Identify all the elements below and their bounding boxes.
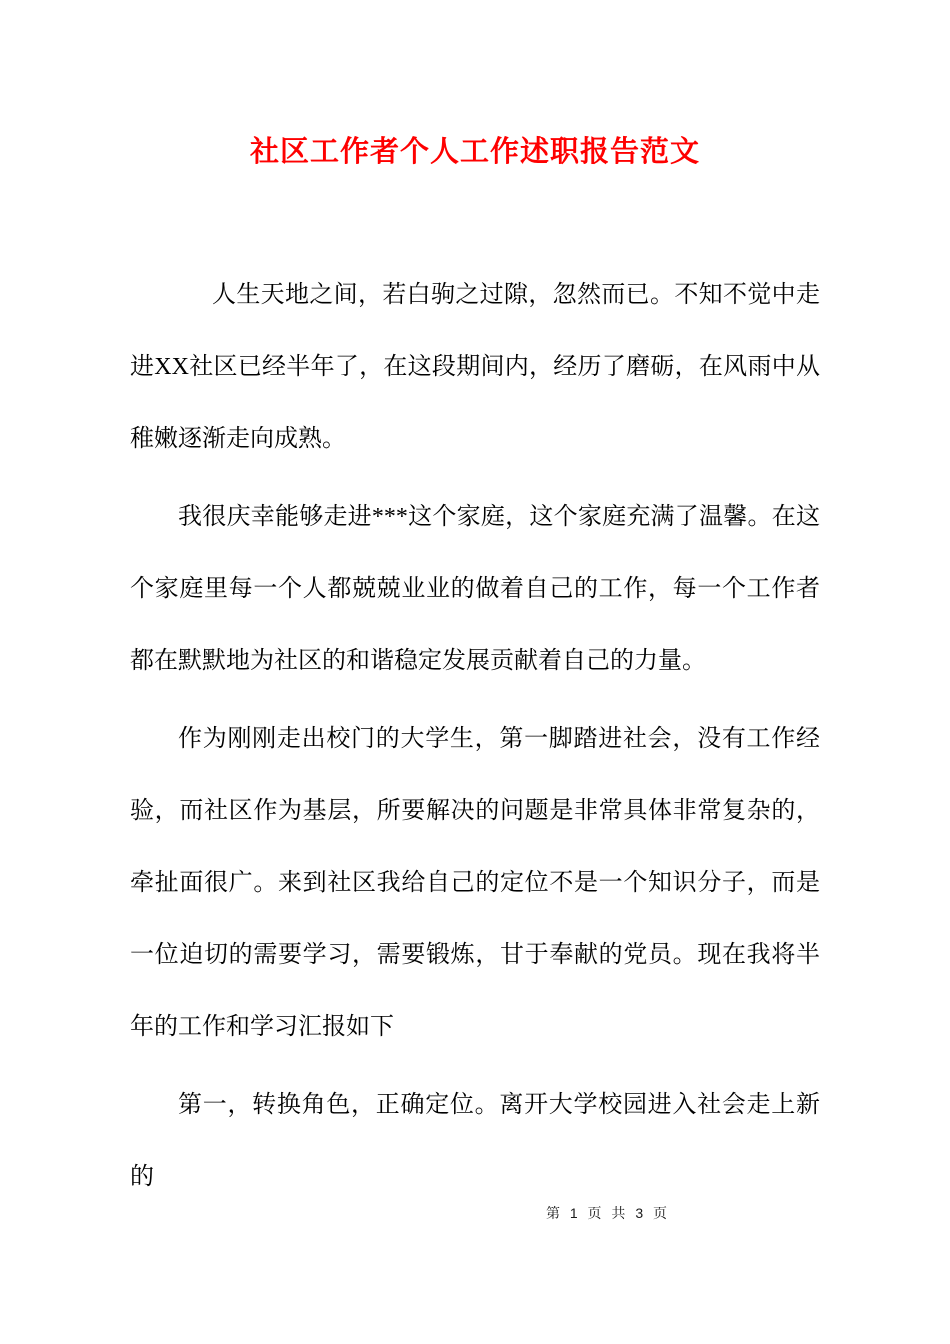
paragraph: 人生天地之间，若白驹之过隙，忽然而已。不知不觉中走进XX社区已经半年了，在这段期间内，经历了磨砺，在风雨中从稚嫩逐渐走向成熟。 [130,282,820,452]
paragraph: 作为刚刚走出校门的大学生，第一脚踏进社会，没有工作经验，而社区作为基层，所要解决的问题是非常具体非常复杂的，牵扯面很广。来到社区我给自己的定位不是一个知识分子，而是一位迫切的需要学习，需要锻炼，甘于奉献的党员。现在我将半年的工作和学习汇报如下 [130,726,820,1040]
page-number-text: 第 1 页 共 3 页 [545,1205,670,1221]
paragraph: 我很庆幸能够走进***这个家庭，这个家庭充满了温馨。在这个家庭里每一个人都兢兢业业的做着自己的工作，每一个工作者都在默默地为社区的和谐稳定发展贡献着自己的力量。 [130,504,820,674]
document-body [130,259,820,1219]
page-footer [130,1202,670,1224]
document-title: 社区工作者个人工作述职报告范文 [249,136,700,168]
paragraph: 第一，转换角色，正确定位。离开大学校园进入社会走上新的 [130,1092,820,1190]
